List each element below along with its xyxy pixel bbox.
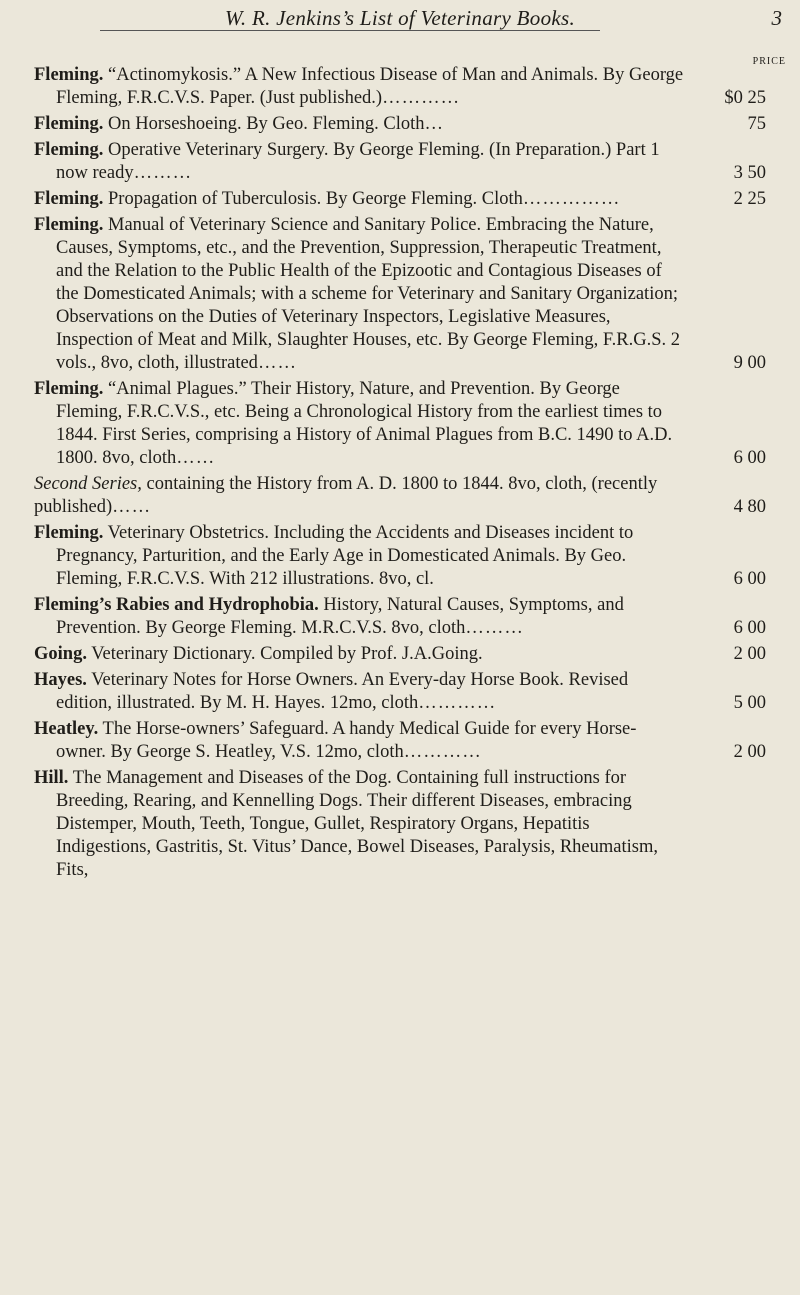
dot-leaders: ………… [403, 742, 482, 762]
entry-author: Heatley. [34, 719, 99, 739]
entry-description: Veterinary Notes for Horse Owners. An Every-day Horse Book. Revised edition, illustrated. By M. H. Hayes. 12mo, cloth [56, 670, 629, 713]
entry-description: Veterinary Obstetrics. Including the Accidents and Diseases incident to Pregnancy, Parturition, and the Early Age in Domesticated Animals. By Geo. Fleming, F.R.C.V.S. With 212 illustrations. 8vo, cl. [56, 523, 634, 589]
book-entry [34, 594, 766, 640]
entry-price: 6 00 [733, 618, 766, 638]
entry-price: 9 00 [733, 353, 766, 373]
book-entry [34, 669, 766, 715]
running-head [0, 0, 800, 40]
dot-leaders: ……… [465, 618, 524, 638]
entry-author: Fleming. [34, 523, 104, 543]
dot-leaders: …… [257, 353, 297, 373]
book-entry-second-series [34, 473, 766, 519]
entry-author: Fleming. [34, 215, 104, 235]
entry-price: 6 00 [733, 448, 766, 468]
dot-leaders: ………… [418, 693, 497, 713]
dot-leaders: … [424, 114, 445, 134]
entry-description: Propagation of Tuberculosis. By George Fleming. Cloth [108, 189, 523, 209]
book-entry [34, 767, 766, 882]
entry-author: Hayes. [34, 670, 87, 690]
entry-description: History, Natural Causes, Symptoms, and Prevention. By George Fleming. M.R.C.V.S. 8vo, cloth [56, 595, 624, 638]
entry-author: Fleming. [34, 140, 104, 160]
entry-description: Operative Veterinary Surgery. By George Fleming. (In Preparation.) Part 1 now ready [56, 140, 660, 183]
entry-price: $0 25 [724, 88, 766, 108]
book-entry [34, 643, 766, 666]
entry-author: Fleming. [34, 114, 104, 134]
entry-price: 5 00 [733, 693, 766, 713]
dot-leaders: …… [176, 448, 216, 468]
header-rule [100, 30, 600, 31]
entry-description: The Management and Diseases of the Dog. Containing full instructions for Breeding, Rearing, and Kennelling Dogs. Their different Diseases, embracing Distemper, Mouth, Teeth, Tongue, Gullet, Respiratory Organs, Hepatitis Indigestions, Gastritis, St. Vitus’ Dance, Bowel Diseases, Paralysis, Rheumatism, Fits, [56, 768, 658, 880]
book-entry [34, 64, 766, 110]
dot-leaders: …………… [522, 189, 621, 209]
book-entry [34, 214, 766, 375]
dot-leaders: ………… [382, 88, 461, 108]
entry-description: containing the History from A. D. 1800 to 1844. 8vo, cloth, (recently published) [34, 474, 658, 517]
dot-leaders: …… [112, 497, 152, 517]
entry-price: 2 25 [733, 189, 766, 209]
entry-description: Manual of Veterinary Science and Sanitary Police. Embracing the Nature, Causes, Symptoms, etc., and the Prevention, Suppression, Therapeutic Treatment, and the Relation to the Public Health of the Epizootic and Contagious Diseases of the Domesticated Animals; with a scheme for Veterinary and Sanitary Organization; Observations on the Duties of Veterinary Inspectors, Legislative Measures, Inspection of Meat and Milk, Slaughter Houses, etc. By George Fleming, F.R.G.S. 2 vols., 8vo, cloth, illustrated [56, 215, 681, 373]
book-entry [34, 113, 766, 136]
price-column-label: PRICE [752, 56, 786, 67]
entry-price: 2 00 [733, 742, 766, 762]
page-title: W. R. Jenkins’s List of Veterinary Books. [224, 6, 576, 30]
page-number: 3 [771, 6, 782, 30]
entry-description: “Animal Plagues.” Their History, Nature, and Prevention. By George Fleming, F.R.C.V.S., etc. Being a Chronological History from the earliest times to 1844. First Series, comprising a History of Animal Plagues from B.C. 1490 to A.D. 1800. 8vo, cloth [56, 379, 673, 468]
second-series-label: Second Series, [34, 474, 142, 494]
entry-author: Fleming’s Rabies and Hydrophobia. [34, 595, 319, 615]
entry-author: Going. [34, 644, 87, 664]
entry-author: Fleming. [34, 189, 104, 209]
entry-price: 6 00 [733, 569, 766, 589]
entry-price: 3 50 [733, 163, 766, 183]
book-entry [34, 718, 766, 764]
entry-author: Fleming. [34, 379, 104, 399]
dot-leaders: ……… [133, 163, 193, 183]
book-entry [34, 378, 766, 470]
entry-description: “Actinomykosis.” A New Infectious Disease of Man and Animals. By George Fleming, F.R.C.V.S. Paper. (Just published.) [56, 65, 684, 108]
book-entry [34, 139, 766, 185]
book-entry [34, 522, 766, 591]
entry-author: Hill. [34, 768, 69, 788]
book-entry [34, 188, 766, 211]
entry-author: Fleming. [34, 65, 104, 85]
entry-price: 4 80 [733, 497, 766, 517]
entry-description: Veterinary Dictionary. Compiled by Prof. J.A.Going. [91, 644, 483, 664]
book-list [34, 64, 766, 885]
entry-price: 75 [747, 114, 766, 134]
entry-price: 2 00 [733, 644, 766, 664]
entry-description: The Horse-owners’ Safeguard. A handy Medical Guide for every Horse-owner. By George S. Heatley, V.S. 12mo, cloth [56, 719, 637, 762]
entry-description: On Horseshoeing. By Geo. Fleming. Cloth [108, 114, 425, 134]
